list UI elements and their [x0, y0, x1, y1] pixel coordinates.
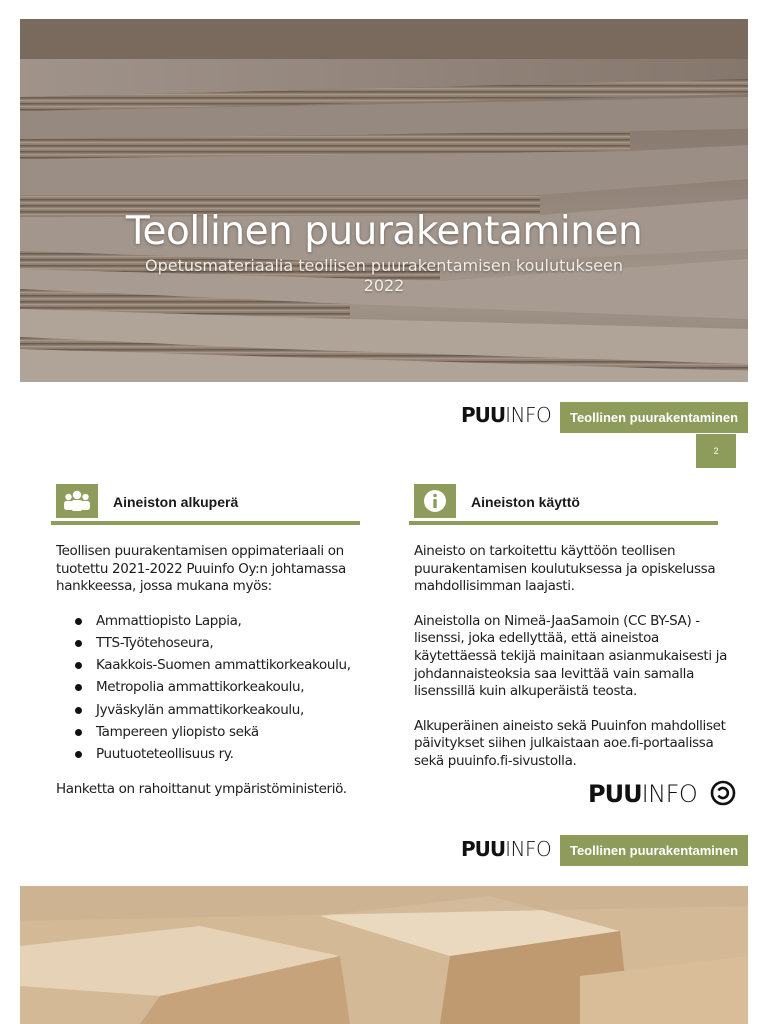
header-tag: Teollinen puurakentaminen — [560, 402, 748, 433]
list-item: Puutuoteteollisuus ry. — [56, 746, 366, 764]
logo-bold-part: PUU — [588, 780, 642, 808]
wood-blocks-photo — [20, 886, 748, 1024]
puuinfo-logo — [461, 403, 551, 427]
list-item: Jyväskylän ammattikorkeakoulu, — [56, 702, 366, 720]
origin-intro: Teollisen puurakentamisen oppimateriaali on tuotettu 2021-2022 Puuinfo Oy:n johtamassa hankkeessa, jossa mukana myös: — [56, 543, 346, 595]
hero-title: Teollinen puurakentaminen — [125, 209, 643, 254]
hero-slide — [20, 19, 748, 382]
hero-subtitle: Opetusmateriaalia teollisen puurakentamisen koulutukseen 2022 — [145, 256, 623, 295]
usage-paragraph: Aineisto on tarkoitettu käyttöön teollisen puurakentamisen koulutuksessa ja opiskelussa mahdollisimman laajasti. — [414, 543, 716, 595]
plywood-background-image — [20, 19, 748, 382]
section-header-usage — [409, 483, 718, 525]
section-title-origin: Aineiston alkuperä — [113, 494, 239, 510]
usage-content — [414, 543, 732, 788]
usage-paragraph: Alkuperäinen aineisto sekä Puuinfon mahdolliset päivitykset siihen julkaistaan aoe.fi-portaalissa sekä puuinfo.fi-sivustolla. — [414, 717, 726, 769]
funding-text: Hanketta on rahoittanut ympäristöministeriö. — [56, 780, 347, 797]
usage-paragraph: Aineistolla on Nimeä-JaaSamoin (CC BY-SA) -lisenssi, joka edellyttää, että aineistoa käytettäessä tekijä mainitaan asianmukaisesti ja johdannaisteoksia saa levittää vain samalla lisenssillä kuin alkuperäistä teosta. — [414, 612, 728, 700]
logo-light-part: INFO — [641, 780, 698, 808]
puuinfo-logo-large — [588, 780, 697, 808]
section-header-origin — [51, 483, 360, 525]
list-item: TTS-Työtehoseura, — [56, 635, 366, 653]
list-item: Kaakkois-Suomen ammattikorkeakoulu, — [56, 657, 366, 675]
origin-content — [56, 543, 366, 815]
logo-light-part: INFO — [505, 403, 552, 427]
copyleft-icon — [710, 780, 736, 806]
list-item: Metropolia ammattikorkeakoulu, — [56, 679, 366, 697]
footer-tag: Teollinen puurakentaminen — [560, 835, 748, 866]
info-icon — [414, 484, 456, 518]
people-icon — [56, 484, 98, 518]
section-title-usage: Aineiston käyttö — [471, 494, 580, 510]
logo-light-part: INFO — [505, 837, 552, 861]
list-item: Tampereen yliopisto sekä — [56, 724, 366, 742]
logo-bold-part: PUU — [461, 403, 506, 427]
page-number: 2 — [696, 434, 736, 468]
puuinfo-logo-footer — [461, 837, 551, 861]
wood-blocks-image — [20, 886, 748, 1024]
partner-list — [56, 613, 366, 764]
logo-bold-part: PUU — [461, 837, 506, 861]
list-item: Ammattiopisto Lappia, — [56, 613, 366, 631]
